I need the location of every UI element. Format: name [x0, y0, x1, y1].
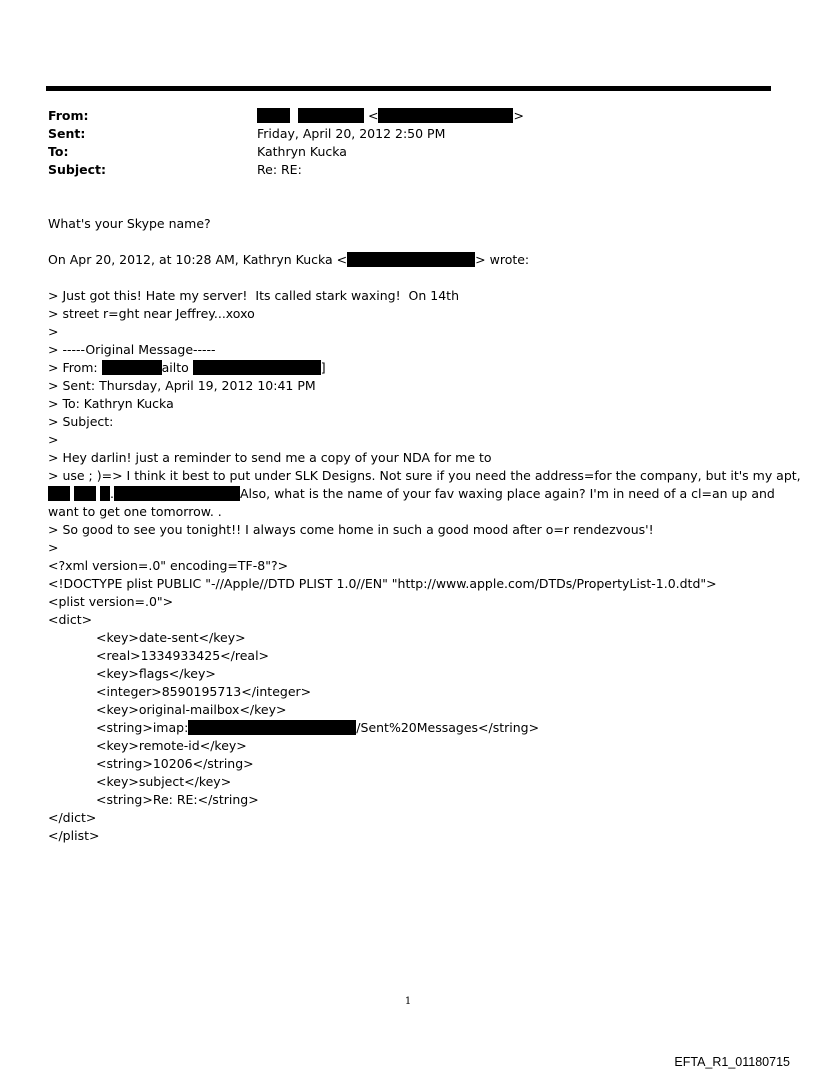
- plist-line: <dict>: [48, 612, 93, 627]
- quoted-line: > use ; )=> I think it best to put under SLK Designs. Not sure if you need the address=for the company, but it's my apt,: [48, 468, 801, 483]
- sent-value: Friday, April 20, 2012 2:50 PM: [257, 126, 446, 141]
- reply-intro-prefix: On Apr 20, 2012, at 10:28 AM, Kathryn Kucka <: [48, 252, 348, 267]
- quoted-line: > Hey darlin! just a reminder to send me a copy of your NDA for me to: [48, 450, 492, 465]
- to-value: Kathryn Kucka: [257, 144, 347, 159]
- redaction-box: [298, 108, 364, 123]
- plist-line: <integer>8590195713</integer>: [96, 684, 312, 699]
- plist-line: <?xml version=.0" encoding=TF-8"?>: [48, 558, 289, 573]
- plist-mailbox-suffix: /Sent%20Messages</string>: [356, 720, 540, 735]
- plist-line: </dict>: [48, 810, 97, 825]
- quoted-line: > So good to see you tonight!! I always come home in such a good mood after o=r rendezvous'!: [48, 522, 654, 537]
- redaction-box: [100, 486, 110, 501]
- subject-value: Re: RE:: [257, 162, 302, 177]
- document-id: EFTA_R1_01180715: [674, 1055, 790, 1069]
- from-close-bracket: >: [513, 108, 524, 123]
- plist-line: <key>original-mailbox</key>: [96, 702, 287, 717]
- redaction-box: [74, 486, 96, 501]
- plist-line: <key>flags</key>: [96, 666, 216, 681]
- quoted-address-line: [48, 485, 778, 503]
- from-value: [257, 107, 524, 125]
- to-row: [48, 143, 748, 161]
- quoted-address-suffix: Also, what is the name of your fav waxing place again? I'm in need of a cl=an up and: [239, 486, 775, 501]
- redaction-box: [48, 486, 70, 501]
- quoted-from-prefix: > From:: [48, 360, 102, 375]
- plist-mailbox-line: [48, 719, 778, 737]
- plist-line: <key>subject</key>: [96, 774, 232, 789]
- redaction-box: [193, 360, 321, 375]
- to-label: To:: [48, 144, 69, 159]
- quoted-from-suffix: ]: [320, 360, 326, 375]
- quoted-line: > Just got this! Hate my server! Its called stark waxing! On 14th: [48, 288, 459, 303]
- plist-line: </plist>: [48, 828, 100, 843]
- quoted-line: >: [48, 540, 59, 555]
- email-header: [48, 107, 748, 179]
- header-rule: [46, 86, 771, 91]
- quoted-from-mailto: ailto: [161, 360, 189, 375]
- redaction-box: [114, 486, 240, 501]
- sent-row: [48, 125, 748, 143]
- quoted-line: > Sent: Thursday, April 19, 2012 10:41 PM: [48, 378, 316, 393]
- plist-line: <key>date-sent</key>: [96, 630, 246, 645]
- quoted-from-line: [48, 359, 778, 377]
- redaction-box: [347, 252, 475, 267]
- sent-label: Sent:: [48, 126, 86, 141]
- plist-line: <key>remote-id</key>: [96, 738, 247, 753]
- plist-line: <string>10206</string>: [96, 756, 254, 771]
- plist-line: <real>1334933425</real>: [96, 648, 270, 663]
- body-line: What's your Skype name?: [48, 216, 211, 231]
- plist-line: <string>Re: RE:</string>: [96, 792, 259, 807]
- reply-intro-suffix: > wrote:: [475, 252, 530, 267]
- redaction-box: [188, 720, 356, 735]
- from-label: From:: [48, 108, 89, 123]
- subject-row: [48, 161, 748, 179]
- from-row: [48, 107, 748, 125]
- email-body: [48, 215, 801, 845]
- quoted-line: > -----Original Message-----: [48, 342, 216, 357]
- plist-line: <!DOCTYPE plist PUBLIC "-//Apple//DTD PLIST 1.0//EN" "http://www.apple.com/DTDs/PropertyList-1.0.dtd">: [48, 576, 717, 591]
- quoted-line: > To: Kathryn Kucka: [48, 396, 174, 411]
- plist-line: <plist version=.0">: [48, 594, 174, 609]
- quoted-address-dot: .: [109, 486, 114, 501]
- quoted-line: > street r=ght near Jeffrey...xoxo: [48, 306, 255, 321]
- quoted-line: > Subject:: [48, 414, 114, 429]
- from-open-bracket: <: [367, 108, 379, 123]
- subject-label: Subject:: [48, 162, 106, 177]
- quoted-line: >: [48, 432, 59, 447]
- reply-intro-line: [48, 251, 778, 269]
- quoted-line: want to get one tomorrow. .: [48, 504, 222, 519]
- redaction-box: [257, 108, 290, 123]
- quoted-line: >: [48, 324, 59, 339]
- redaction-box: [378, 108, 513, 123]
- plist-mailbox-prefix: <string>imap:: [96, 720, 189, 735]
- redaction-box: [102, 360, 162, 375]
- page-number: 1: [404, 996, 412, 1007]
